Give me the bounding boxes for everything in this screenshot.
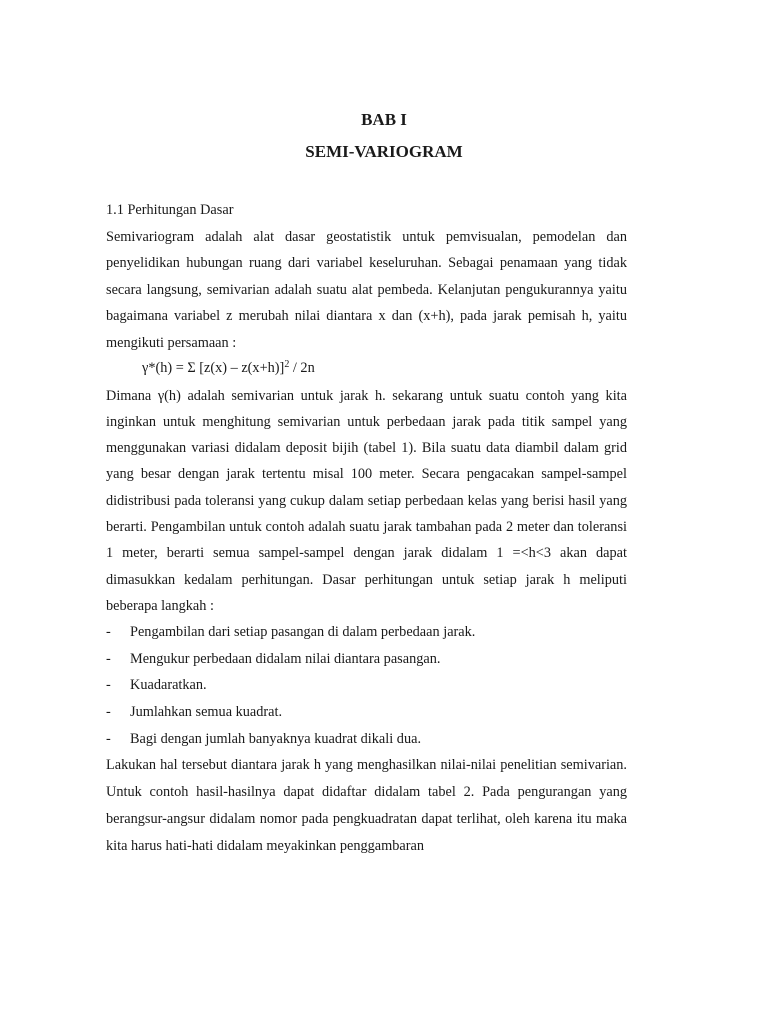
list-item — [106, 646, 627, 673]
semivariance-formula — [106, 355, 627, 381]
paragraph-results: Lakukan hal tersebut diantara jarak h yang menghasilkan nilai-nilai penelitian semivarian. Untuk contoh hasil-hasilnya dapat didaftar didalam tabel 2. Pada pengurangan yang berangsur-angsur didalam nomor pada pengkuadratan dapat terlihat, oleh karena itu maka kita harus hati-hati didalam meyakinkan penggambaran — [106, 757, 627, 854]
paragraph-intro: Semivariogram adalah alat dasar geostatistik untuk pemvisualan, pemodelan dan penyelidikan hubungan ruang dari variabel keseluruhan. Sebagai penamaan yang tidak secara langsung, semivarian adalah suatu alat pembeda. Kelanjutan pengukurannya yaitu bagaimana variabel z merubah nilai diantara x dan (x+h), pada jarak pemisah h, yaitu mengikuti persamaan : — [106, 228, 627, 351]
list-dash: - — [106, 650, 111, 667]
formula-divisor: / 2n — [289, 359, 315, 376]
formula-exponent: 2 — [284, 358, 290, 370]
list-item — [106, 699, 627, 726]
list-item-text: Pengambilan dari setiap pasangan di dalam perbedaan jarak. — [130, 624, 476, 641]
list-item — [106, 726, 627, 753]
list-item-text: Jumlahkan semua kuadrat. — [130, 704, 283, 721]
paragraph-example: Dimana γ(h) adalah semivarian untuk jarak h. sekarang untuk suatu contoh yang kita inginkan untuk menghitung semivarian untuk perbedaan jarak pada titik sampel yang menggunakan variasi didalam deposit bijih (tabel 1). Bila suatu data diambil dalam grid yang besar dengan jarak tertentu misal 100 meter. Secara pengacakan sampel-sampel didistribusi pada toleransi yang cukup dalam setiap perbedaan kelas yang berisi hasil yang berarti. Pengambilan untuk contoh adalah suatu jarak tambahan pada 2 meter dan toleransi 1 meter, berarti semua sampel-sampel dengan jarak didalam 1 =<h<3 akan dapat dimasukkan kedalam perhitungan. Dasar perhitungan untuk setiap jarak h meliputi beberapa langkah : — [106, 387, 627, 614]
document-body — [106, 197, 627, 859]
chapter-number: BAB I — [361, 110, 407, 129]
list-dash: - — [106, 624, 111, 641]
list-item-text: Bagi dengan jumlah banyaknya kuadrat dikali dua. — [130, 730, 422, 747]
steps-list — [106, 619, 627, 752]
list-dash: - — [106, 677, 111, 694]
section-heading: 1.1 Perhitungan Dasar — [106, 202, 234, 218]
formula-main: γ*(h) = Σ [z(x) – z(x+h)] — [142, 359, 285, 376]
list-item-text: Mengukur perbedaan didalam nilai diantara pasangan. — [130, 650, 441, 667]
chapter-title: SEMI-VARIOGRAM — [305, 142, 463, 161]
list-item — [106, 672, 627, 699]
list-dash: - — [106, 704, 111, 721]
list-item — [106, 619, 627, 646]
list-item-text: Kuadaratkan. — [130, 677, 207, 694]
list-dash: - — [106, 730, 111, 747]
